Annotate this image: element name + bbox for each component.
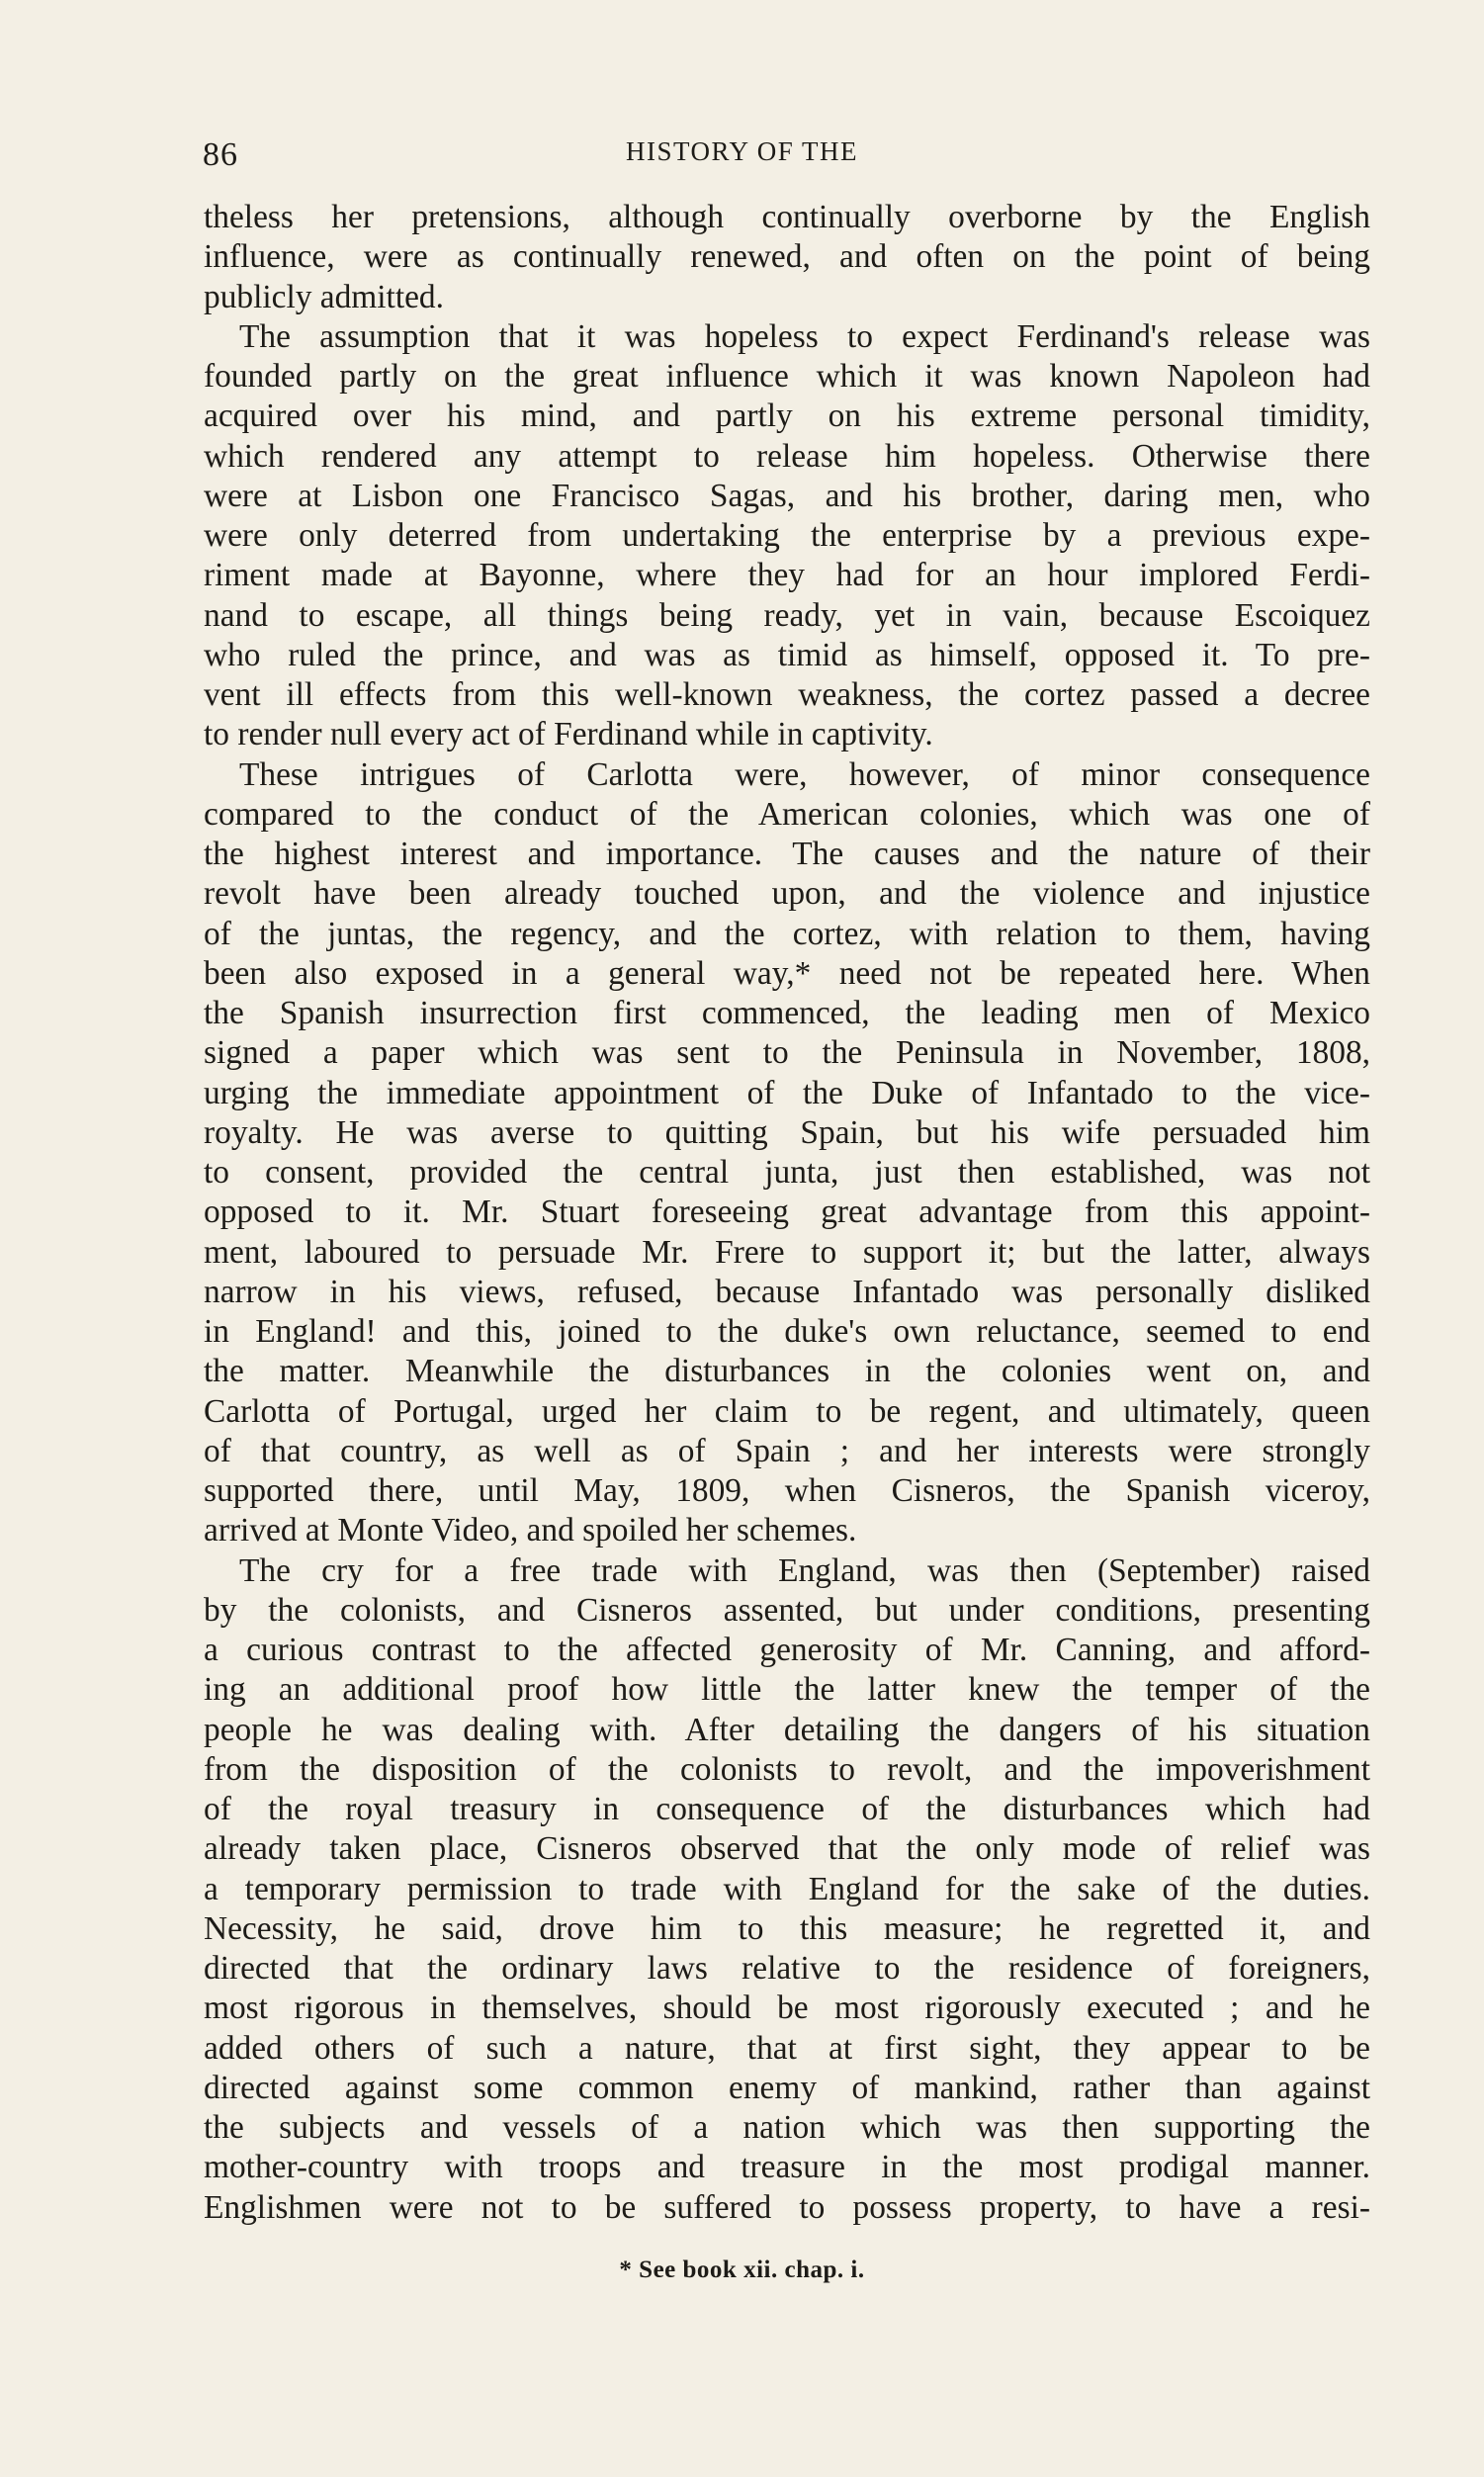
text-line: already taken place, Cisneros observed that the only mode of relief was (204, 1830, 1370, 1868)
text-line: influence, were as continually renewed, and often on the point of being (204, 238, 1370, 276)
text-line: people he was dealing with. After detailing the dangers of his situation (204, 1711, 1370, 1748)
text-line: in England! and this, joined to the duke's own reluctance, seemed to end (204, 1313, 1370, 1350)
text-line: founded partly on the great influence which it was known Napoleon had (204, 358, 1370, 395)
text-line: directed against some common enemy of mankind, rather than against (204, 2069, 1370, 2106)
text-line: mother-country with troops and treasure in the most prodigal manner. (204, 2149, 1370, 2186)
text-line: the subjects and vessels of a nation which was then supporting the (204, 2109, 1370, 2146)
text-line: The assumption that it was hopeless to expect Ferdinand's release was (239, 317, 1370, 355)
text-line: These intrigues of Carlotta were, however, of minor consequence (239, 755, 1370, 793)
text-line: of the royal treasury in consequence of the disturbances which had (204, 1791, 1370, 1827)
text-line: to consent, provided the central junta, just then established, was not (204, 1154, 1370, 1191)
text-line: vent ill effects from this well-known weakness, the cortez passed a decree (204, 676, 1370, 713)
text-line: The cry for a free trade with England, was then (September) raised (239, 1551, 1370, 1589)
text-line: publicly admitted. (204, 278, 444, 315)
text-line: nand to escape, all things being ready, yet in vain, because Escoiquez (204, 596, 1370, 634)
text-line: who ruled the prince, and was as timid as himself, opposed it. To pre- (204, 636, 1370, 673)
text-line: acquired over his mind, and partly on his extreme personal timidity, (204, 398, 1370, 435)
text-line: riment made at Bayonne, where they had for an hour implored Ferdi- (204, 557, 1370, 594)
text-line: from the disposition of the colonists to revolt, and the impoverishment (204, 1750, 1370, 1788)
text-line: been also exposed in a general way,* need not be repeated here. When (204, 954, 1370, 992)
page-number: 86 (203, 136, 238, 173)
text-line: were at Lisbon one Francisco Sagas, and his brother, daring men, who (204, 477, 1370, 514)
text-line: Necessity, he said, drove him to this measure; he regretted it, and (204, 1909, 1370, 1947)
text-line: ing an additional proof how little the latter knew the temper of the (204, 1671, 1370, 1709)
text-line: were only deterred from undertaking the enterprise by a previous expe- (204, 517, 1370, 554)
text-line: compared to the conduct of the American colonies, which was one of (204, 795, 1370, 833)
text-line: ment, laboured to persuade Mr. Frere to support it; but the latter, always (204, 1233, 1370, 1271)
text-line: arrived at Monte Video, and spoiled her schemes. (204, 1512, 857, 1549)
footnote: * See book xii. chap. i. (619, 2256, 865, 2283)
text-line: Carlotta of Portugal, urged her claim to be regent, and ultimately, queen (204, 1392, 1370, 1430)
text-line: Englishmen were not to be suffered to possess property, to have a resi- (204, 2188, 1370, 2226)
text-line: opposed to it. Mr. Stuart foreseeing great advantage from this appoint- (204, 1194, 1370, 1231)
text-line: added others of such a nature, that at first sight, they appear to be (204, 2029, 1370, 2067)
text-line: by the colonists, and Cisneros assented, but under conditions, presenting (204, 1591, 1370, 1629)
text-line: theless her pretensions, although continually overborne by the English (204, 199, 1370, 235)
text-line: royalty. He was averse to quitting Spain, but his wife persuaded him (204, 1113, 1370, 1151)
running-title: HISTORY OF THE (625, 136, 859, 166)
text-line: a temporary permission to trade with England for the sake of the duties. (204, 1870, 1370, 1907)
text-line: the highest interest and importance. The causes and the nature of their (204, 836, 1370, 872)
text-line: signed a paper which was sent to the Peninsula in November, 1808, (204, 1034, 1370, 1072)
text-line: the Spanish insurrection first commenced, the leading men of Mexico (204, 995, 1370, 1031)
text-line: of the juntas, the regency, and the cortez, with relation to them, having (204, 915, 1370, 952)
text-line: narrow in his views, refused, because Infantado was personally disliked (204, 1273, 1370, 1310)
text-line: most rigorous in themselves, should be most rigorously executed ; and he (204, 1990, 1370, 2027)
text-line: directed that the ordinary laws relative to the residence of foreigners, (204, 1950, 1370, 1987)
body-text (204, 198, 1370, 2228)
text-line: supported there, until May, 1809, when Cisneros, the Spanish viceroy, (204, 1472, 1370, 1509)
text-line: to render null every act of Ferdinand while in captivity. (204, 716, 933, 753)
text-line: a curious contrast to the affected generosity of Mr. Canning, and afford- (204, 1632, 1370, 1668)
text-line: the matter. Meanwhile the disturbances in the colonies went on, and (204, 1353, 1370, 1390)
text-line: urging the immediate appointment of the Duke of Infantado to the vice- (204, 1074, 1370, 1111)
text-line: of that country, as well as of Spain ; and her interests were strongly (204, 1432, 1370, 1469)
text-line: which rendered any attempt to release him hopeless. Otherwise there (204, 437, 1370, 475)
text-line: revolt have been already touched upon, and the violence and injustice (204, 875, 1370, 913)
